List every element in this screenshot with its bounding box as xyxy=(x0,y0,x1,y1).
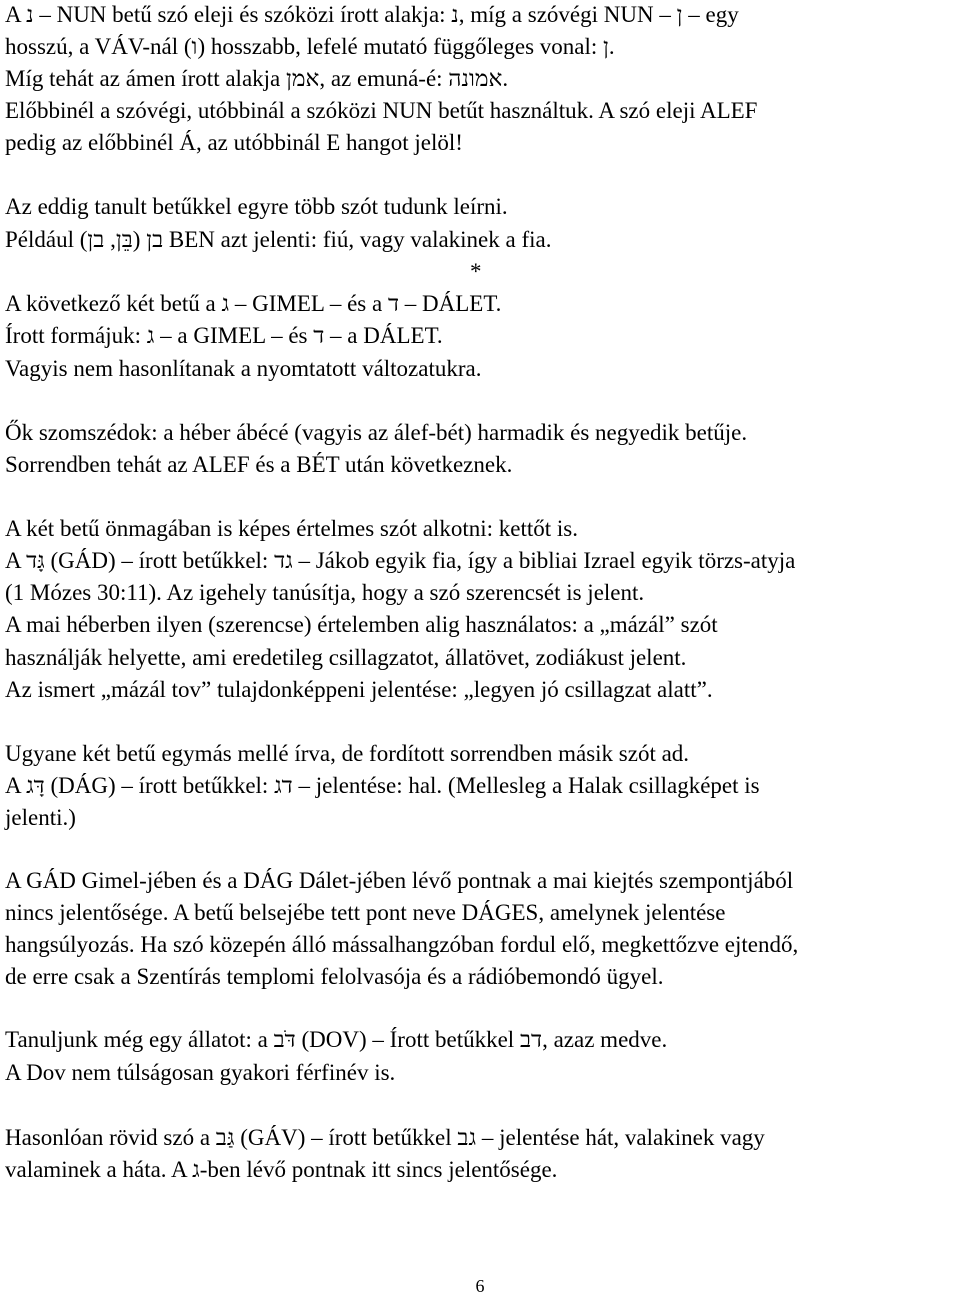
section-separator-asterisk: * xyxy=(470,259,482,284)
text-line-7: Például בן (בֵּן, בן) BEN azt jelenti: fiú, vagy valakinek a fia. xyxy=(5,227,552,252)
text-line-27: A Dov nem túlságosan gyakori férfinév is. xyxy=(5,1060,396,1085)
text-line-3: Míg tehát az ámen írott alakja אמן, az emuná-é: אמונה. xyxy=(5,66,509,91)
text-line-12: Sorrendben tehát az ALEF és a BÉT után következnek. xyxy=(5,452,513,477)
text-line-1: A נ – NUN betű szó eleji és szóközi írott alakja: נ, míg a szóvégi NUN – ן – egy xyxy=(5,2,739,27)
text-line-8: A következő két betű a ג – GIMEL – és a ד – DÁLET. xyxy=(5,291,502,316)
text-line-6: Az eddig tanult betűkkel egyre több szót tudunk leírni. xyxy=(5,194,508,219)
text-line-9: Írott formájuk: ג – a GIMEL – és ד – a DÁLET. xyxy=(5,323,443,348)
text-line-10: Vagyis nem hasonlítanak a nyomtatott változatukra. xyxy=(5,356,482,381)
text-line-15: (1 Mózes 30:11). Az igehely tanúsítja, hogy a szó szerencsét is jelent. xyxy=(5,580,645,605)
page-number: 6 xyxy=(475,1276,485,1296)
text-line-26: Tanuljunk még egy állatot: a דֹּב (DOV) – Írott betűkkel דב, azaz medve. xyxy=(5,1027,668,1052)
text-line-13: A két betű önmagában is képes értelmes szót alkotni: kettőt is. xyxy=(5,516,578,541)
text-line-21: jelenti.) xyxy=(5,805,76,830)
text-line-18: Az ismert „mázál tov” tulajdonképpeni jelentése: „legyen jó csillagzat alatt”. xyxy=(5,677,713,702)
text-line-4: Előbbinél a szóvégi, utóbbinál a szóközi NUN betűt használtuk. A szó eleji ALEF xyxy=(5,98,758,123)
text-line-28: Hasonlóan rövid szó a גַּב (GÁV) – írott betűkkel גב – jelentése hát, valakinek vagy xyxy=(5,1125,765,1150)
text-line-19: Ugyane két betű egymás mellé írva, de fordított sorrendben másik szót ad. xyxy=(5,741,690,766)
text-line-25: de erre csak a Szentírás templomi felolvasója és a rádióbemondó ügyel. xyxy=(5,964,664,989)
text-line-20: A דָּג (DÁG) – írott betűkkel: דג – jelentése: hal. (Mellesleg a Halak csillagképet is xyxy=(5,773,760,798)
text-line-24: hangsúlyozás. Ha szó közepén álló mássalhangzóban fordul elő, megkettőzve ejtendő, xyxy=(5,932,799,957)
text-line-16: A mai héberben ilyen (szerencse) értelemben alig használatos: a „mázál” szót xyxy=(5,612,718,637)
text-line-23: nincs jelentősége. A betű belsejébe tett pont neve DÁGES, amelynek jelentése xyxy=(5,900,726,925)
text-line-17: használják helyette, ami eredetileg csillagzatot, állatövet, zodiákust jelent. xyxy=(5,645,687,670)
text-line-2: hosszú, a VÁV-nál (ו) hosszabb, lefelé mutató függőleges vonal: ן. xyxy=(5,34,615,59)
text-line-29: valaminek a háta. A ג-ben lévő pontnak itt sincs jelentősége. xyxy=(5,1157,558,1182)
text-line-14: A גָּד (GÁD) – írott betűkkel: גד – Jákob egyik fia, így a bibliai Izrael egyik törzs-atyja xyxy=(5,548,796,573)
text-line-22: A GÁD Gimel-jében és a DÁG Dálet-jében lévő pontnak a mai kiejtés szempontjából xyxy=(5,868,794,893)
text-line-5: pedig az előbbinél Á, az utóbbinál E hangot jelöl! xyxy=(5,130,463,155)
text-line-11: Ők szomszédok: a héber ábécé (vagyis az álef-bét) harmadik és negyedik betűje. xyxy=(5,420,748,445)
